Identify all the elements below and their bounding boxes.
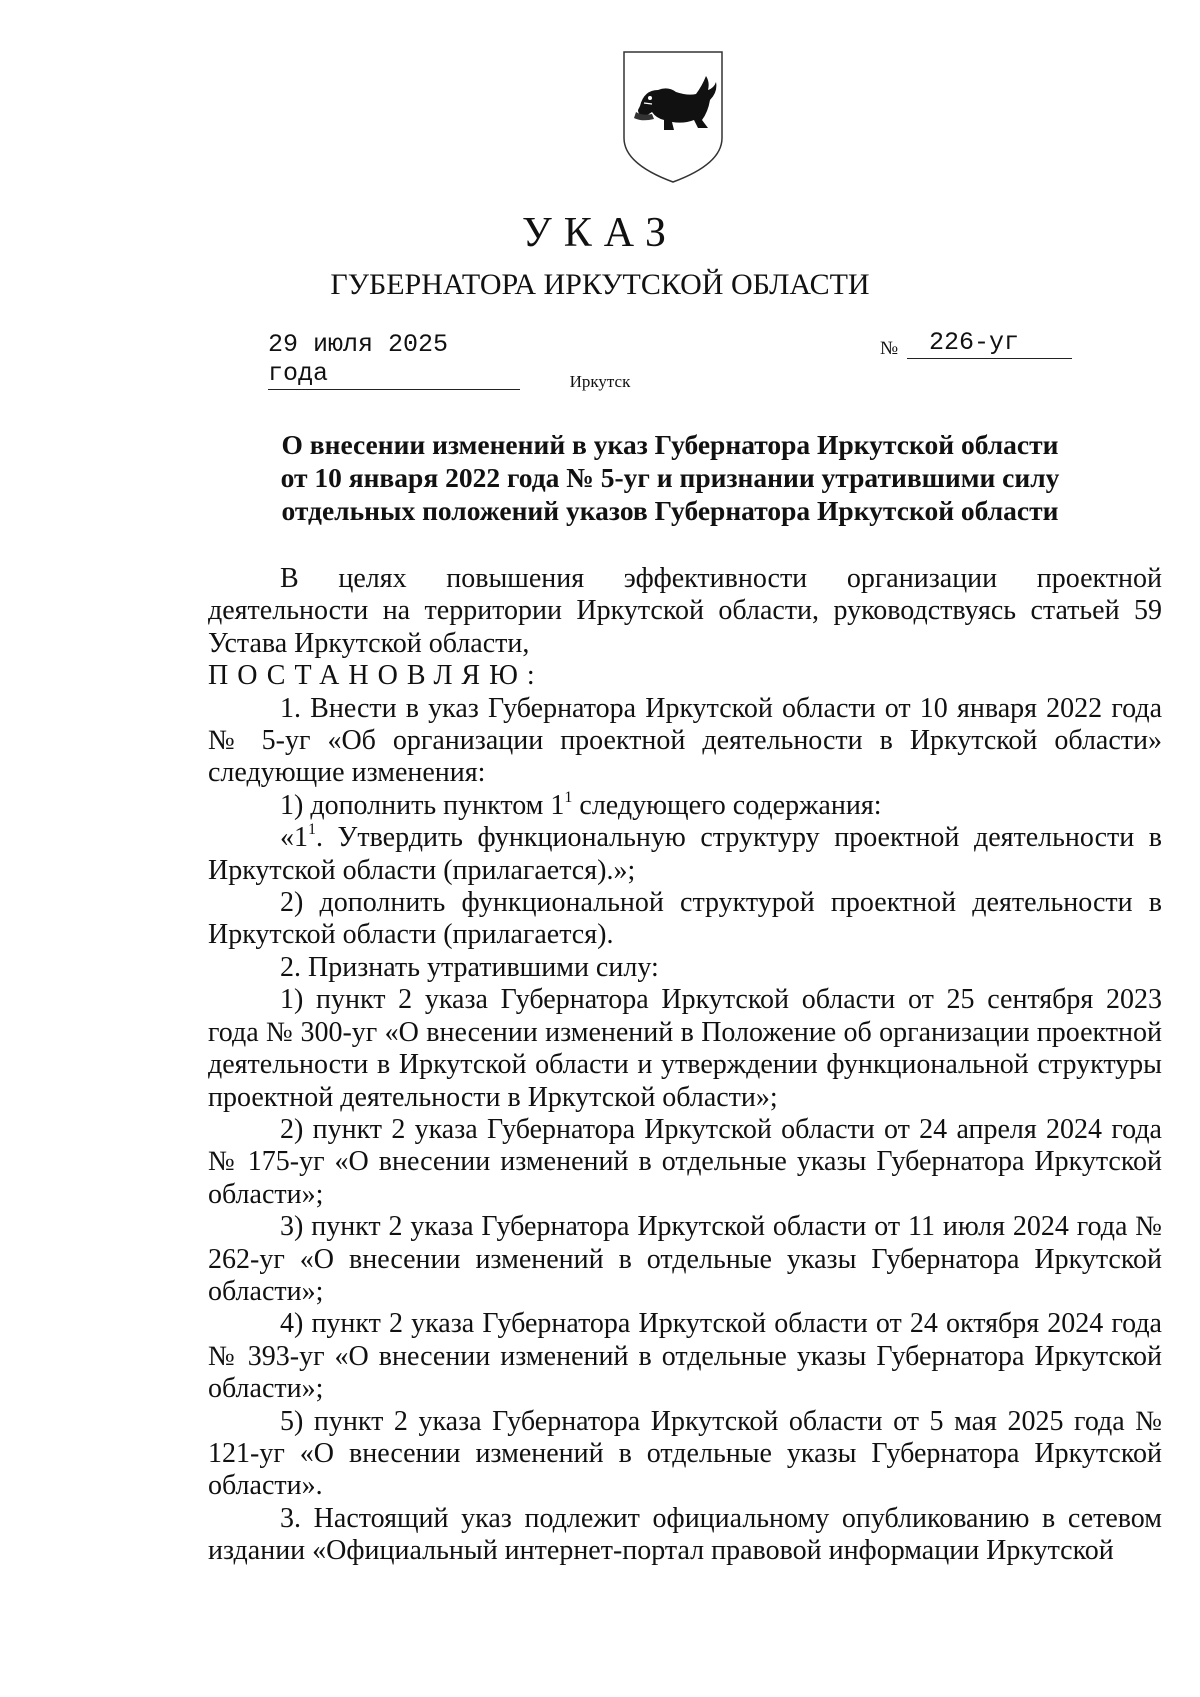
superscript: 1 [308, 820, 316, 838]
heading-line: О внесении изменений в указ Губернатора Иркутской области [281, 429, 1059, 460]
number-sign: № [880, 338, 899, 359]
clause-2-5: 5) пункт 2 указа Губернатора Иркутской области от 5 мая 2025 года № 121-уг «О внесении изменений в отдельные указы Губернатора Иркутской области». [208, 1405, 1162, 1502]
document-title: УКАЗ [521, 210, 679, 256]
heading-line: отдельных положений указов Губернатора Иркутской области [281, 495, 1059, 526]
coat-of-arms-icon [618, 46, 728, 186]
preamble: В целях повышения эффективности организации проектной деятельности на территории Иркутской области, руководствуясь статьей 59 Устава Иркутской области, [208, 563, 1162, 659]
clause-1-1 [208, 790, 1162, 822]
clause-1: 1. Внести в указ Губернатора Иркутской области от 10 января 2022 года № 5-уг «Об организации проектной деятельности в Иркутской области» следующие изменения: [208, 692, 1162, 789]
clause-2-2: 2) пункт 2 указа Губернатора Иркутской области от 24 апреля 2024 года № 175-уг «О внесении изменений в отдельные указы Губернатора Иркутской области»; [208, 1113, 1162, 1210]
decree-number: 226-уг [907, 328, 1072, 359]
clause-text: 1) дополнить пунктом 1 [280, 789, 565, 821]
clause-3: 3. Настоящий указ подлежит официальному опубликованию в сетевом издании «Официальный интернет-портал правовой информации Иркутской [208, 1502, 1162, 1567]
clause-1-1-quote [208, 822, 1162, 887]
clause-text: «1 [280, 822, 308, 854]
decree-heading [240, 428, 1100, 527]
superscript: 1 [564, 788, 573, 806]
decree-date: 29 июля 2025 года [268, 330, 520, 390]
clause-2-4: 4) пункт 2 указа Губернатора Иркутской области от 24 октября 2024 года № 393-уг «О внесении изменений в отдельные указы Губернатора Иркутской области»; [208, 1308, 1162, 1405]
clause-2: 2. Признать утратившими силу: [280, 951, 659, 983]
clause-2-1: 1) пункт 2 указа Губернатора Иркутской области от 25 сентября 2023 года № 300-уг «О внесении изменений в Положение об организации проектной деятельности в Иркутской области и утверждении функциональной структуры проектной деятельности в Иркутской области»; [208, 984, 1162, 1113]
heading-line: от 10 января 2022 года № 5-уг и признании утратившими силу [280, 462, 1060, 493]
decree-city: Иркутск [569, 372, 631, 391]
clause-text: следующего содержания: [572, 789, 882, 821]
document-subtitle: ГУБЕРНАТОРА ИРКУТСКОЙ ОБЛАСТИ [330, 268, 870, 301]
clause-1-2: 2) дополнить функциональной структурой проектной деятельности в Иркутской области (прилагается). [208, 887, 1162, 951]
decree-word: ПОСТАНОВЛЯЮ: [208, 660, 544, 692]
clause-2-3: 3) пункт 2 указа Губернатора Иркутской области от 11 июля 2024 года № 262-уг «О внесении изменений в отдельные указы Губернатора Иркутской области»; [208, 1211, 1162, 1307]
decree-body [208, 563, 1162, 1568]
clause-text: . Утвердить функциональную структуру проектной деятельности в Иркутской области (прилагается).»; [208, 822, 1162, 886]
